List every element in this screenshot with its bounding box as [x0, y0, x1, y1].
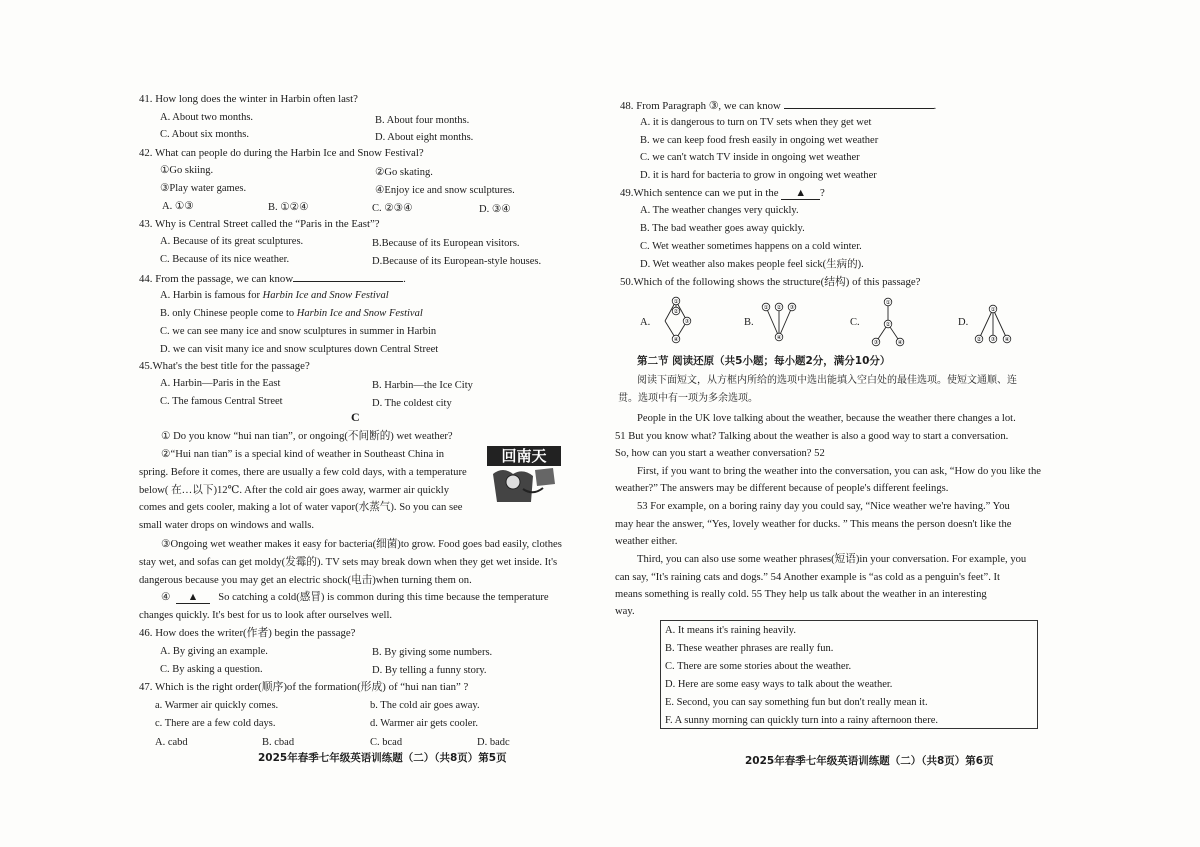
tree-node-label: ④	[1004, 337, 1010, 344]
question-48-stem: 48. From Paragraph ③, we can know .	[620, 100, 937, 112]
cloze-options-box	[660, 620, 1038, 729]
question-50-option-c: C.	[850, 317, 860, 328]
section-instructions-line-1: 阅读下面短文，从方框内所给的选项中选出能填入空白处的最佳选项。使短文通顺、连	[637, 375, 1017, 386]
tree-node-label: ①	[885, 300, 891, 307]
passage-c-title: C	[351, 410, 360, 424]
tree-node-label: ③	[990, 337, 996, 344]
question-42-item-3: ③Play water games.	[160, 183, 247, 194]
page-footer-right: 2025年春季七年级英语训练题（二）（共8页）第6页	[745, 755, 994, 767]
cloze-line-8: weather either.	[615, 536, 678, 547]
question-45-option-d: D. The coldest city	[372, 398, 452, 409]
question-42-item-1: ①Go skiing.	[160, 165, 214, 176]
cloze-line-9: Third, you can also use some weather phrases(短语)in your conversation. For example, you	[637, 554, 1027, 565]
passage-paragraph-2-line-3: below( 在…以下)12℃. After the cold air goes away, warmer air quickly	[139, 485, 450, 496]
question-50-option-b: B.	[744, 317, 754, 328]
question-41-option-d: D. About eight months.	[375, 132, 474, 143]
question-47-stem: 47. Which is the right order(顺序)of the formation(形成) of “hui nan tian” ?	[139, 681, 469, 693]
structure-diagram-a	[656, 295, 696, 345]
question-45-option-c: C. The famous Central Street	[160, 396, 283, 407]
question-49-option-b: B. The bad weather goes away quickly.	[640, 223, 805, 234]
question-48-option-d: D. it is hard for bacteria to grow in ongoing wet weather	[640, 170, 877, 181]
tree-node-label: ①	[990, 307, 996, 314]
passage-paragraph-2-line-2: spring. Before it comes, there are usually a few cold days, with a temperature	[139, 467, 467, 478]
question-50-option-d: D.	[958, 317, 969, 328]
question-44-stem: 44. From the passage, we can know .	[139, 273, 406, 285]
question-50-stem: 50.Which of the following shows the structure(结构) of this passage?	[620, 276, 921, 288]
question-46-stem: 46. How does the writer(作者) begin the passage?	[139, 627, 356, 639]
cloze-option-e: E. Second, you can say something fun but don't really mean it.	[665, 697, 928, 708]
question-45-option-b: B. Harbin—the Ice City	[372, 380, 473, 391]
passage-paragraph-2-line-4: comes and gets cooler, making a lot of water vapor(水蒸气). So you can see	[139, 502, 463, 513]
structure-diagram-b	[760, 300, 800, 344]
passage-paragraph-4-line-2: changes quickly. It's best for us to look after ourselves well.	[139, 610, 393, 621]
passage-paragraph-1: ① Do you know “hui nan tian”, or ongoing(不间断的) wet weather?	[161, 431, 453, 442]
question-48-option-b: B. we can keep food fresh easily in ongoing wet weather	[640, 135, 879, 146]
tree-node-label: ②	[776, 305, 782, 312]
passage-paragraph-3-line-1: ③Ongoing wet weather makes it easy for bacteria(细菌)to grow. Food goes bad easily, clothes	[161, 539, 562, 550]
question-42-option-c: C. ②③④	[372, 203, 413, 214]
cloze-line-10: can say, “It's raining cats and dogs.” 54 Another example is “as cold as a penguin's feet”. It	[615, 572, 1000, 583]
question-42-option-a: A. ①③	[162, 201, 194, 212]
tree-node-label: ③	[873, 340, 879, 347]
cloze-line-1: People in the UK love talking about the weather, because the weather there changes a lot.	[637, 413, 1016, 424]
question-44-option-c: C. we can see many ice and snow sculptures in summer in Harbin	[160, 326, 437, 337]
structure-diagram-c	[868, 296, 908, 350]
question-43-option-b: B.Because of its European visitors.	[372, 238, 520, 249]
question-46-option-a: A. By giving an example.	[160, 646, 268, 657]
question-50-option-a: A.	[640, 317, 651, 328]
tree-node-label: ③	[684, 319, 690, 326]
question-44-option-b: B. only Chinese people come to Harbin Ice and Snow Festival	[160, 308, 423, 319]
passage-paragraph-3-line-2: stay wet, and sofas can get moldy(发霉的). TV sets may break down when they get wet inside. It's	[139, 557, 558, 568]
question-47-item-a: a. Warmer air quickly comes.	[155, 700, 279, 711]
question-46-option-c: C. By asking a question.	[160, 664, 263, 675]
question-43-option-c: C. Because of its nice weather.	[160, 254, 290, 265]
section-two-heading: 第二节 阅读还原（共5小题；每小题2分，满分10分）	[637, 355, 891, 367]
tree-node-label: ③	[789, 305, 795, 312]
question-48-option-a: A. it is dangerous to turn on TV sets when they get wet	[640, 117, 872, 128]
question-46-option-d: D. By telling a funny story.	[372, 665, 487, 676]
question-49-stem: 49.Which sentence can we put in the ▲ ?	[620, 187, 825, 199]
question-44-option-a: A. Harbin is famous for Harbin Ice and Snow Festival	[160, 290, 389, 301]
question-43-option-a: A. Because of its great sculptures.	[160, 236, 304, 247]
answer-blank-49-ref: ▲	[781, 187, 820, 200]
question-45-stem: 45.What's the best title for the passage?	[139, 360, 310, 372]
tree-node-label: ④	[897, 340, 903, 347]
answer-blank-44	[293, 271, 403, 282]
question-42-option-b: B. ①②④	[268, 202, 309, 213]
cloze-line-6: 53 For example, on a boring rainy day you could say, “Nice weather we're having.” You	[637, 501, 1010, 512]
question-47-item-b: b. The cold air goes away.	[370, 700, 480, 711]
cloze-line-4: First, if you want to bring the weather into the conversation, you can ask, “How do you like the	[637, 466, 1041, 477]
tree-node-label: ④	[673, 337, 679, 344]
tree-node-label: ①	[673, 299, 679, 306]
question-47-item-c: c. There are a few cold days.	[155, 718, 276, 729]
cloze-line-5: weather?” The answers may be different because of people's different feelings.	[615, 483, 949, 494]
cloze-option-d: D. Here are some easy ways to talk about the weather.	[665, 679, 893, 690]
tree-node-label: ④	[776, 335, 782, 342]
hui-nan-tian-cartoon-image	[483, 444, 565, 504]
question-45-option-a: A. Harbin—Paris in the East	[160, 378, 281, 389]
question-47-option-b: B. cbad	[262, 737, 295, 748]
tree-node-label: ②	[885, 322, 891, 329]
question-49-option-c: C. Wet weather sometimes happens on a cold winter.	[640, 241, 862, 252]
cartoon-title-text: 回南天	[501, 447, 547, 465]
answer-blank-49: ▲	[176, 592, 211, 604]
question-49-option-d: D. Wet weather also makes people feel sick(生病的).	[640, 259, 864, 270]
cloze-option-c: C. There are some stories about the weather.	[665, 661, 852, 672]
question-42-item-2: ②Go skating.	[375, 167, 433, 178]
tree-node-label: ②	[673, 309, 679, 316]
structure-diagram-d	[972, 302, 1014, 346]
question-41-option-c: C. About six months.	[160, 129, 249, 140]
cloze-option-f: F. A sunny morning can quickly turn into a rainy afternoon there.	[665, 715, 938, 726]
question-42-option-d: D. ③④	[479, 204, 511, 215]
question-47-option-a: A. cabd	[155, 737, 188, 748]
question-47-option-c: C. bcad	[370, 737, 403, 748]
cloze-line-7: may hear the answer, “Yes, lovely weather for ducks. ” This means the person doesn't like the	[615, 519, 1012, 530]
section-instructions-line-2: 贯。选项中有一项为多余选项。	[618, 393, 758, 404]
cloze-option-a: A. It means it's raining heavily.	[665, 625, 796, 636]
passage-paragraph-4-line-1: ④ ▲ So catching a cold(感冒) is common during this time because the temperature	[161, 592, 549, 603]
question-44-option-d: D. we can visit many ice and snow sculptures down Central Street	[160, 344, 439, 355]
cloze-line-11: means something is really cold. 55 They help us talk about the weather in an interesting	[615, 589, 987, 600]
question-47-option-d: D. badc	[477, 737, 510, 748]
question-41-option-b: B. About four months.	[375, 115, 470, 126]
cloze-line-3: So, how can you start a weather conversation? 52	[615, 448, 825, 459]
question-41-stem: 41. How long does the winter in Harbin often last?	[139, 93, 358, 105]
cloze-line-12: way.	[615, 606, 635, 617]
question-42-item-4: ④Enjoy ice and snow sculptures.	[375, 185, 515, 196]
tree-node-label: ①	[763, 305, 769, 312]
question-43-option-d: D.Because of its European-style houses.	[372, 256, 542, 267]
question-46-option-b: B. By giving some numbers.	[372, 647, 493, 658]
passage-paragraph-3-line-3: dangerous because you may get an electric shock(电击)when turning them on.	[139, 575, 472, 586]
cloze-line-2: 51 But you know what? Talking about the weather is also a good way to start a conversation.	[615, 431, 1009, 442]
answer-blank-48	[784, 98, 934, 109]
question-47-item-d: d. Warmer air gets cooler.	[370, 718, 479, 729]
cloze-option-b: B. These weather phrases are really fun.	[665, 643, 834, 654]
question-41-option-a: A. About two months.	[160, 112, 254, 123]
passage-paragraph-2-line-5: small water drops on windows and walls.	[139, 520, 315, 531]
question-49-option-a: A. The weather changes very quickly.	[640, 205, 799, 216]
tree-node-label: ②	[976, 337, 982, 344]
question-43-stem: 43. Why is Central Street called the “Paris in the East”?	[139, 218, 380, 230]
passage-paragraph-2-line-1: ②“Hui nan tian” is a special kind of weather in Southeast China in	[161, 449, 445, 460]
question-42-stem: 42. What can people do during the Harbin Ice and Snow Festival?	[139, 147, 424, 159]
question-48-option-c: C. we can't watch TV inside in ongoing wet weather	[640, 152, 860, 163]
page-footer-left: 2025年春季七年级英语训练题（二）（共8页）第5页	[258, 752, 507, 764]
